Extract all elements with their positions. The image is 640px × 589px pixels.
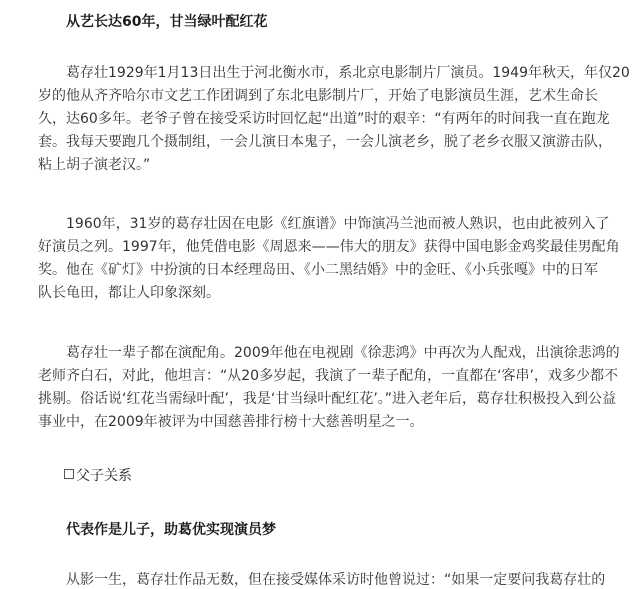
paragraph-line: 挑剔。俗话说‘红花当需绿叶配’，我是‘甘当绿叶配红花’。”进入老年后，葛存壮积极投入到公益	[38, 391, 617, 407]
section-heading-ge-you: 代表作是儿子，助葛优实现演员梦	[66, 522, 276, 538]
paragraph-line: 好演员之列。1997年，他凭借电影《周恩来——伟大的朋友》获得中国电影金鸡奖最佳男配角	[38, 239, 620, 255]
paragraph-line: 事业中，在2009年被评为中国慈善排行榜十大慈善明星之一。	[38, 414, 424, 430]
paragraph-line: 老师齐白石，对此，他坦言：“从20多岁起，我演了一辈子配角，一直都在‘客串’，戏多少都不	[38, 368, 618, 384]
paragraph-line: 队长龟田，都让人印象深刻。	[38, 285, 220, 301]
paragraph-line: 葛存壮1929年1月13日出生于河北衡水市，系北京电影制片厂演员。1949年秋天，年仅20	[66, 65, 630, 81]
section-label-father-son	[64, 465, 132, 485]
paragraph-line: 1960年，31岁的葛存壮因在电影《红旗谱》中饰演冯兰池而被人熟识，也由此被列入了	[66, 216, 610, 232]
paragraph-line: 岁的他从齐齐哈尔市文艺工作团调到了东北电影制片厂，开始了电影演员生涯，艺术生命长	[38, 88, 598, 104]
section-label-text: 父子关系	[76, 468, 132, 484]
paragraph-line: 从影一生，葛存壮作品无数，但在接受媒体采访时他曾说过：“如果一定要问我葛存壮的	[66, 572, 606, 588]
section-heading-career: 从艺长达60年，甘当绿叶配红花	[66, 14, 268, 30]
square-bullet-icon	[64, 469, 74, 479]
paragraph-line: 葛存壮一辈子都在演配角。2009年他在电视剧《徐悲鸿》中再次为人配戏，出演徐悲鸿的	[66, 345, 620, 361]
paragraph-line: 套。我每天要跑几个摄制组，一会儿演日本鬼子，一会儿演老乡，脱了老乡衣服又演游击队，	[38, 134, 612, 150]
paragraph-line: 奖。他在《矿灯》中扮演的日本经理岛田、《小二黑结婚》中的金旺、《小兵张嘎》中的日军	[38, 262, 598, 278]
paragraph-line: 久，达60多年。老爷子曾在接受采访时回忆起“出道”时的艰辛：“有两年的时间我一直在跑龙	[38, 111, 610, 127]
paragraph-line: 粘上胡子演老汉。”	[38, 157, 151, 173]
